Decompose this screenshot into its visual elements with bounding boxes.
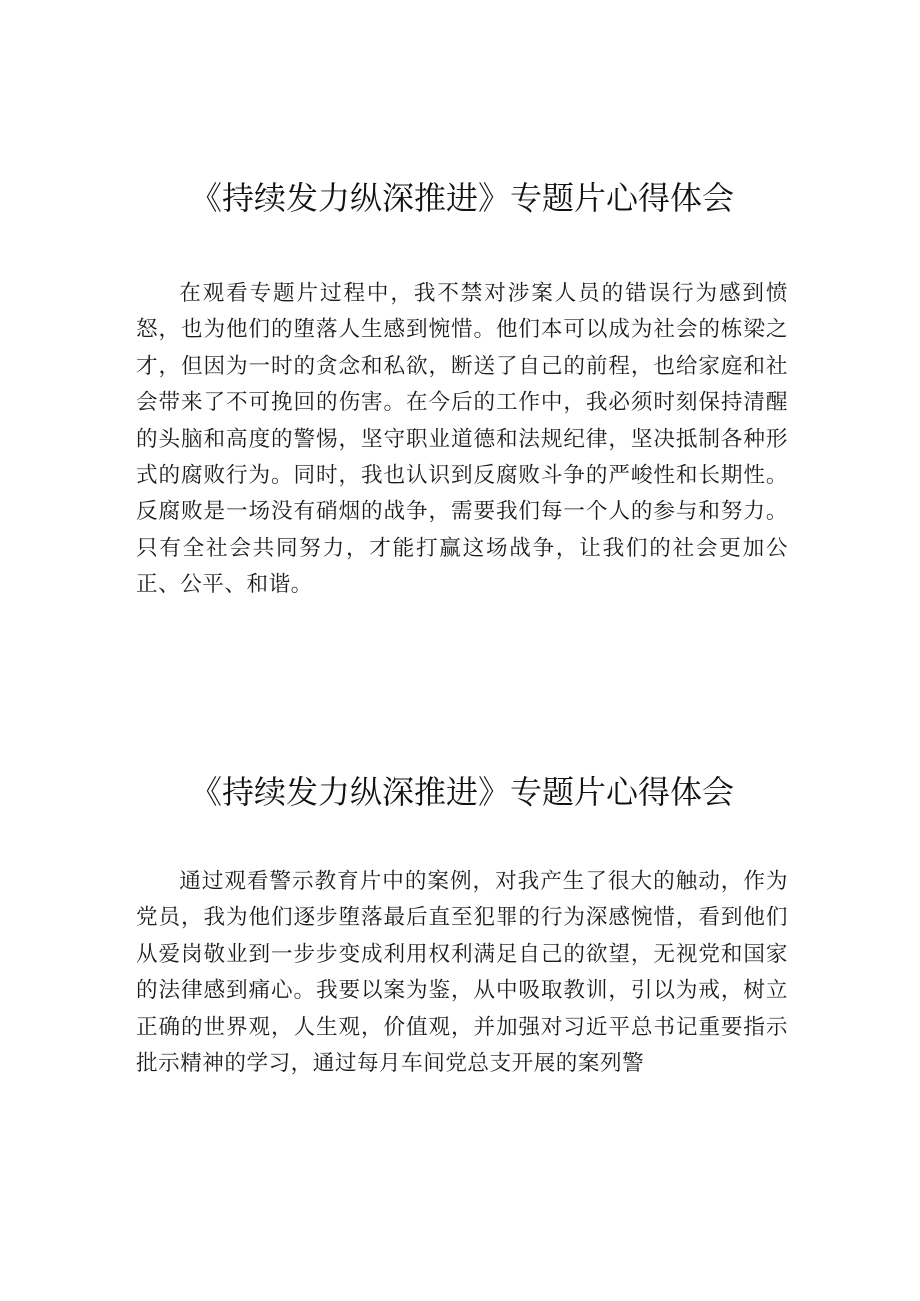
essay-paragraph-1: 在观看专题片过程中，我不禁对涉案人员的错误行为感到愤怒，也为他们的堕落人生感到惋惜。他们本可以成为社会的栋梁之才，但因为一时的贪念和私欲，断送了自己的前程，也给家庭和社会带来了不可挽回的伤害。在今后的工作中，我必须时刻保持清醒的头脑和高度的警惕，坚守职业道德和法规纪律，坚决抵制各种形式的腐败行为。同时，我也认识到反腐败斗争的严峻性和长期性。反腐败是一场没有硝烟的战争，需要我们每一个人的参与和努力。只有全社会共同努力，才能打赢这场战争，让我们的社会更加公正、公平、和谐。 <box>136 281 788 598</box>
essay-title-1: 《持续发力纵深推进》专题片心得体会 <box>189 179 734 217</box>
essay-section-2 <box>136 766 788 1082</box>
essay-paragraph-2: 通过观看警示教育片中的案例，对我产生了很大的触动，作为党员，我为他们逐步堕落最后直至犯罪的行为深感惋惜，看到他们从爱岗敬业到一步步变成利用权利满足自己的欲望，无视党和国家的法律感到痛心。我要以案为鉴，从中吸取教训，引以为戒，树立正确的世界观，人生观，价值观，并加强对习近平总书记重要指示批示精神的学习，通过每月车间党总支开展的案列警 <box>136 869 788 1077</box>
essay-title-2: 《持续发力纵深推进》专题片心得体会 <box>189 773 734 811</box>
essay-section-1 <box>136 172 788 604</box>
